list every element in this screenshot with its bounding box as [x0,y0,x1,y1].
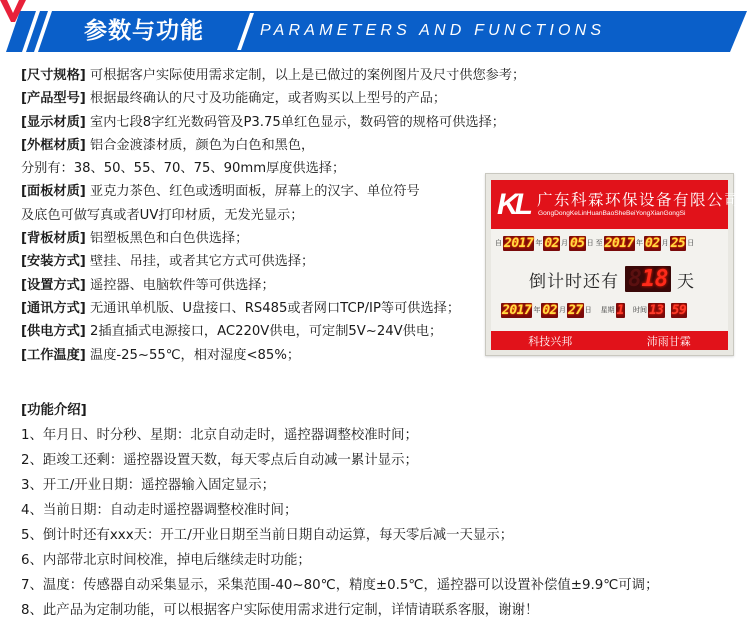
product-image [485,173,742,356]
spec-power: [供电方式] 2插直插式电源接口，AC220V供电，可定制5V~24V供电； [21,324,443,340]
time-hour: 13 [648,302,664,318]
section-title-cn: 参数与功能 [84,18,204,44]
function-item: 6、内部带北京时间校准，掉电后继续走时功能； [21,553,311,568]
spec-frame: [外框材质] 铝合金渡漆材质，颜色为白色和黑色， [21,137,315,153]
function-title: [功能介绍] [21,403,87,418]
spec-communication: [通讯方式] 无通讯单机版、U盘接口、RS485或者网口TCP/IP等可供选择； [21,300,461,316]
chevron-down-icon [0,0,26,22]
start-month: 02 [544,235,559,251]
section-header-banner [0,0,750,62]
slogan-right: 沛雨甘霖 [646,334,691,348]
spec-mounting: [安装方式] 壁挂、吊挂，或者其它方式可供选择； [21,254,315,270]
start-year: 2017 [504,235,534,251]
company-pinyin: GongDongKeLinHuanBaoSheBeiYongXianGongSi [538,210,686,217]
spec-setting: [设置方式] 遥控器、电脑软件等可供选择； [21,277,275,293]
board-header [491,180,742,229]
countdown-row [529,265,694,293]
board-footer [491,331,728,350]
weekday: 1 [616,302,624,318]
function-list [21,398,741,623]
function-item: 5、倒计时还有xxx天：开工/开业日期至当前日期自动运算，每天零后减一天显示； [21,528,514,543]
time-minute: 59 [671,302,687,318]
date-range-row: 自 2017 年 02 月 05 日 至 2017 年 02 月 25 日 [495,235,695,251]
function-item: 7、温度：传感器自动采集显示，采集范围-40~80℃，精度±0.5℃，遥控器可以设置补偿值±9.9℃可调； [21,578,659,593]
function-item: 8、此产品为定制功能，可以根据客户实际使用需求进行定制，详情请联系客服，谢谢！ [21,603,539,618]
function-item: 2、距竣工还剩：遥控器设置天数，每天零点后自动减一累计显示； [21,453,418,468]
countdown-unit: 天 [677,271,694,292]
company-logo-icon: KL [497,188,529,221]
spec-frame-thickness: 分别有：38、50、55、70、75、90mm厚度供选择； [21,161,346,177]
current-datetime-row: 2017 年 02 月 27 日 星期 1 时间 13 59 [502,302,687,318]
end-month: 02 [644,235,660,251]
spec-backplate: [背板材质] 铝塑板黑色和白色供选择； [21,231,249,247]
countdown-display: 818 [625,266,671,292]
spec-display: [显示材质] 室内七段8字红光数码管及P3.75单红色显示，数码管的规格可供选择； [21,114,505,130]
spec-temperature: [工作温度] 温度-25~55℃，相对湿度<85%； [21,347,301,363]
end-day: 25 [670,235,686,251]
end-year: 2017 [604,235,634,251]
current-year: 2017 [502,302,532,318]
function-item: 1、年月日、时分秒、星期：北京自动走时，遥控器调整校准时间； [21,428,418,443]
countdown-label: 倒计时还有 [529,271,619,292]
spec-model: [产品型号] 根据最终确认的尺寸及功能确定，或者购买以上型号的产品； [21,91,447,107]
function-item: 4、当前日期：自动走时遥控器调整校准时间； [21,503,298,518]
company-name: 广东科霖环保设备有限公司 [537,191,742,209]
function-item: 3、开工/开业日期：遥控器输入固定显示； [21,478,276,493]
slogan-left: 科技兴邦 [528,334,573,348]
current-day: 27 [567,302,583,318]
spec-panel: [面板材质] 亚克力茶色、红色或透明面板，屏幕上的汉字、单位符号 [21,184,420,200]
start-day: 05 [569,235,585,251]
spec-size: [尺寸规格] 可根据客户实际使用需求定制，以上是已做过的案例图片及尺寸供您参考； [21,68,526,83]
led-board [491,180,742,350]
current-month: 02 [542,302,557,318]
spec-panel-cont: 及底色可做写真或者UV打印材质，无发光显示； [21,207,304,223]
section-title-en: PARAMETERS AND FUNCTIONS [260,22,606,39]
